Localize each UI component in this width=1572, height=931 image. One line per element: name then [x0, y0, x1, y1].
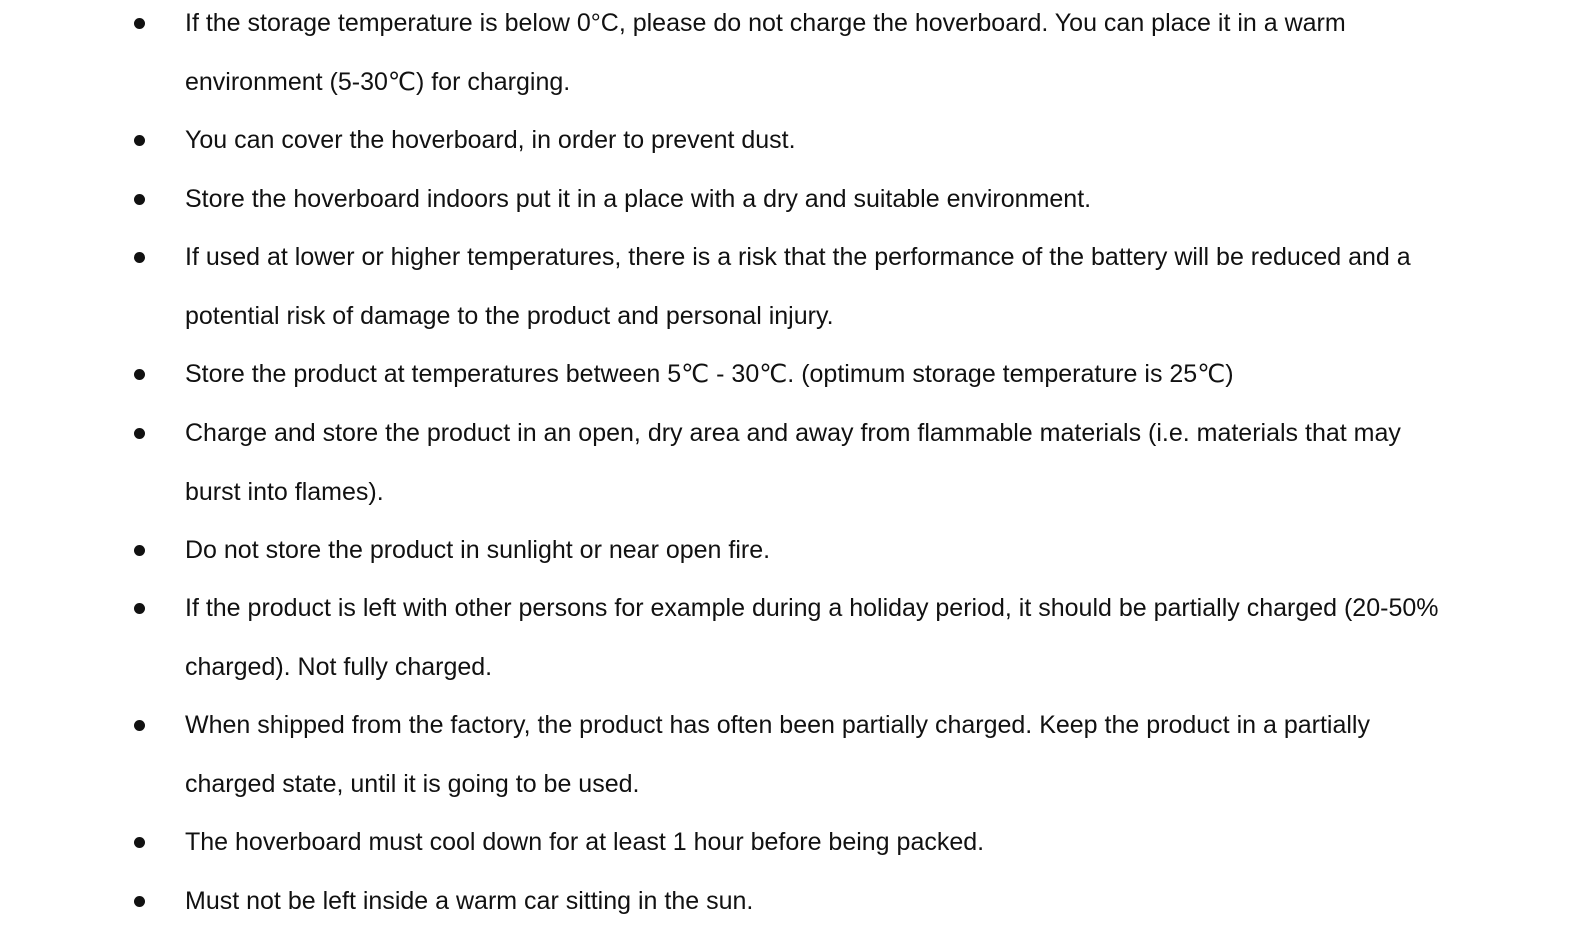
list-item-text: Do not store the product in sunlight or near open fire.	[185, 536, 771, 564]
bullet-icon	[134, 720, 145, 731]
list-item-text: If the storage temperature is below 0°C, please do not charge the hoverboard. You can place it in a warm environment (5-30℃) for charging.	[185, 9, 1346, 96]
list-item-text: If the product is left with other persons for example during a holiday period, it should be partially charged (20-50% charged). Not fully charged.	[185, 594, 1439, 681]
list-item-text: If used at lower or higher temperatures, there is a risk that the performance of the battery will be reduced and a potential risk of damage to the product and personal injury.	[185, 243, 1411, 330]
bullet-icon	[134, 369, 145, 380]
list-item-text: You can cover the hoverboard, in order to prevent dust.	[185, 126, 796, 154]
bullet-icon	[134, 135, 145, 146]
list-item-text: Charge and store the product in an open, dry area and away from flammable materials (i.e. materials that may burst into flames).	[185, 419, 1401, 506]
bullet-icon	[134, 252, 145, 263]
bullet-icon	[134, 428, 145, 439]
list-item-text: Store the product at temperatures between 5℃ - 30℃. (optimum storage temperature is 25℃)	[185, 360, 1234, 388]
bullet-icon	[134, 837, 145, 848]
bullet-icon	[134, 194, 145, 205]
bullet-icon	[134, 603, 145, 614]
list-item-text: The hoverboard must cool down for at least 1 hour before being packed.	[185, 828, 985, 856]
bullet-icon	[134, 896, 145, 907]
list-item-text: Store the hoverboard indoors put it in a place with a dry and suitable environment.	[185, 185, 1092, 213]
list-item-text: When shipped from the factory, the product has often been partially charged. Keep the product in a partially charged state, until it is going to be used.	[185, 711, 1370, 798]
bullet-icon	[134, 545, 145, 556]
bullet-icon	[134, 18, 145, 29]
list-item-text: Must not be left inside a warm car sitting in the sun.	[185, 887, 754, 915]
